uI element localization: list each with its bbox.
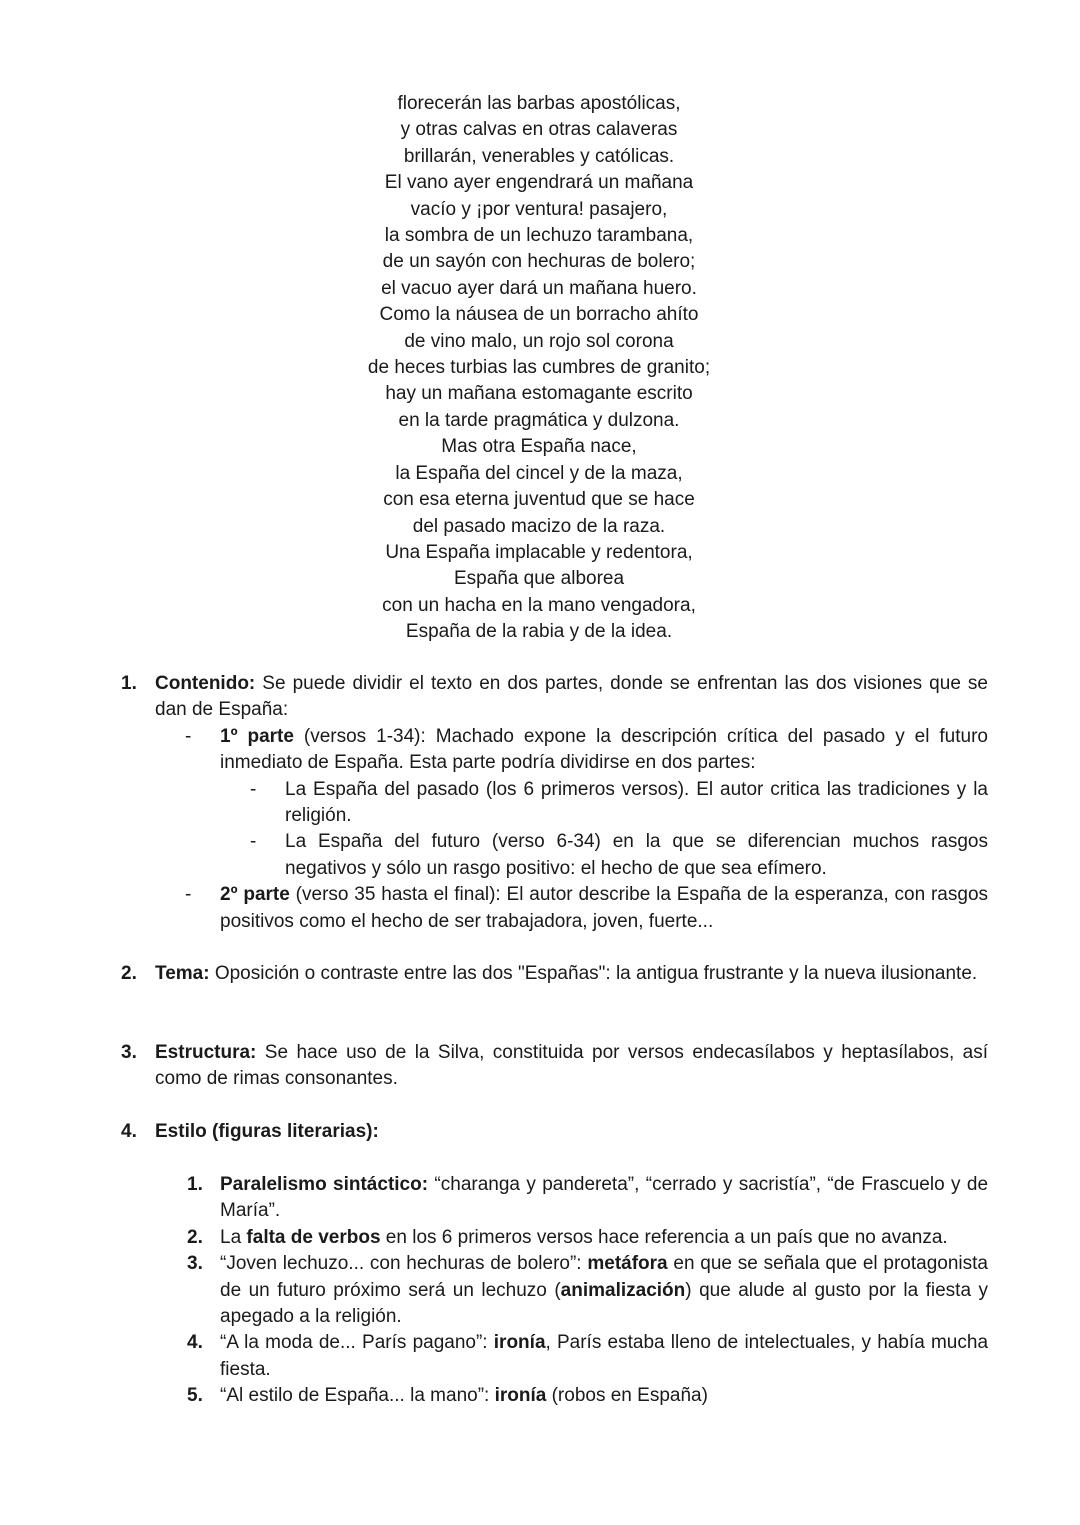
item-bold: falta de verbos bbox=[246, 1226, 381, 1248]
dash-bullet-icon: - bbox=[250, 831, 257, 853]
poem-line: Mas otra España nace, bbox=[441, 436, 637, 458]
section-text: Se puede dividir el texto en dos partes, donde se enfrentan las dos visiones que se dan de España: bbox=[155, 673, 988, 721]
poem-line: de un sayón con hechuras de bolero; bbox=[382, 251, 696, 273]
section-tema bbox=[121, 961, 988, 987]
poem-line: con un hacha en la mano vengadora, bbox=[382, 594, 696, 616]
list-item-part1 bbox=[121, 724, 988, 777]
list-item bbox=[121, 1383, 988, 1409]
section-intro bbox=[155, 671, 988, 724]
poem-line: de vino malo, un rojo sol corona bbox=[404, 330, 674, 352]
dash-bullet-icon: - bbox=[250, 778, 257, 800]
item-bold: animalización bbox=[560, 1279, 686, 1301]
item-text: en los 6 primeros versos hace referencia a un país que no avanza. bbox=[380, 1226, 948, 1248]
list-item bbox=[121, 1225, 988, 1251]
poem-line: Como la náusea de un borracho ahíto bbox=[379, 304, 699, 326]
list-subitem bbox=[121, 829, 988, 882]
poem-line: brillarán, venerables y católicas. bbox=[403, 145, 675, 167]
poem-line: del pasado macizo de la raza. bbox=[412, 515, 666, 537]
part2-text: (verso 35 hasta el final): El autor describe la España de la esperanza, con rasgos positivos como el hecho de ser trabajadora, joven, fuerte... bbox=[220, 884, 989, 932]
poem-line: de heces turbias las cumbres de granito; bbox=[367, 357, 711, 379]
item-bold: metáfora bbox=[587, 1253, 668, 1275]
list-item bbox=[121, 1251, 988, 1330]
item-bold: ironía bbox=[493, 1332, 546, 1354]
item-bold: Paralelismo sintáctico: bbox=[220, 1174, 429, 1195]
poem-line: hay un mañana estomagante escrito bbox=[385, 383, 693, 405]
poem-line: y otras calvas en otras calaveras bbox=[400, 119, 678, 141]
part1-label: 1º parte bbox=[220, 725, 294, 747]
section-label: Estilo (figuras literarias): bbox=[155, 1121, 379, 1142]
section-label: Contenido: bbox=[155, 673, 256, 694]
part1-text: (versos 1-34): Machado expone la descripción crítica del pasado y el futuro inmediato de España. Esta parte podría dividirse en dos partes: bbox=[220, 725, 988, 774]
section-number: 2. bbox=[121, 963, 137, 984]
poem-line: El vano ayer engendrará un mañana bbox=[384, 172, 694, 194]
estilo-list bbox=[121, 1172, 988, 1410]
item-number: 3. bbox=[187, 1253, 203, 1275]
item-bold: ironía bbox=[494, 1385, 547, 1407]
section-label: Estructura: bbox=[155, 1042, 257, 1063]
item-text: “charanga y pandereta”, “cerrado y sacristía”, “de Frascuelo y de María”. bbox=[220, 1174, 989, 1222]
item-text: “Joven lechuzo... con hechuras de bolero”: bbox=[220, 1253, 588, 1275]
dash-bullet-icon: - bbox=[185, 725, 192, 747]
section-number: 1. bbox=[121, 673, 137, 694]
poem-line: Una España implacable y redentora, bbox=[385, 541, 693, 563]
item-number: 4. bbox=[187, 1332, 203, 1354]
section-intro bbox=[155, 1040, 988, 1093]
item-text: “Al estilo de España... la mano”: bbox=[220, 1385, 495, 1407]
section-text: Oposición o contraste entre las dos "Españas": la antigua frustrante y la nueva ilusionante. bbox=[209, 963, 978, 984]
poem bbox=[330, 91, 748, 646]
item-text: “A la moda de... París pagano”: bbox=[220, 1332, 494, 1354]
item-text: , París estaba lleno de intelectuales, y había mucha fiesta. bbox=[220, 1332, 989, 1380]
section-number: 3. bbox=[121, 1042, 137, 1063]
section-estructura bbox=[121, 1040, 988, 1093]
poem-line: en la tarde pragmática y dulzona. bbox=[398, 409, 680, 431]
poem-line: con esa eterna juventud que se hace bbox=[383, 489, 695, 511]
section-contenido bbox=[121, 671, 988, 935]
poem-line: vacío y ¡por ventura! pasajero, bbox=[410, 198, 668, 220]
section-number: 4. bbox=[121, 1121, 137, 1142]
list-subitem bbox=[121, 777, 988, 830]
item-number: 5. bbox=[187, 1385, 203, 1407]
item-number: 1. bbox=[187, 1174, 203, 1195]
subitem-text: La España del pasado (los 6 primeros versos). El autor critica las tradiciones y la religión. bbox=[285, 778, 988, 827]
item-text: (robos en España) bbox=[546, 1385, 708, 1407]
poem-line: España de la rabia y de la idea. bbox=[405, 621, 673, 643]
poem-line: la España del cincel y de la maza, bbox=[395, 462, 683, 484]
poem-line: florecerán las barbas apostólicas, bbox=[397, 93, 681, 114]
list-item bbox=[121, 1172, 988, 1225]
section-text: Se hace uso de la Silva, constituida por versos endecasílabos y heptasílabos, así como de rimas consonantes. bbox=[155, 1042, 988, 1090]
section-intro bbox=[155, 961, 988, 987]
dash-bullet-icon: - bbox=[185, 884, 192, 906]
item-text: en que se señala que el protagonista de un futuro próximo será un lechuzo ( bbox=[220, 1253, 988, 1301]
item-text: ) que alude al gusto por la fiesta y apegado a la religión. bbox=[220, 1279, 988, 1328]
item-number: 2. bbox=[187, 1226, 203, 1248]
section-estilo bbox=[121, 1119, 988, 1145]
poem-line: España que alborea bbox=[453, 568, 625, 590]
item-text: La bbox=[220, 1226, 247, 1248]
subitem-text: La España del futuro (verso 6-34) en la que se diferencian muchos rasgos negativos y sólo un rasgo positivo: el hecho de que sea efímero. bbox=[285, 831, 988, 879]
section-intro bbox=[155, 1119, 988, 1145]
poem-line: el vacuo ayer dará un mañana huero. bbox=[381, 277, 697, 299]
list-item bbox=[121, 1330, 988, 1383]
section-label: Tema: bbox=[155, 963, 210, 984]
part2-label: 2º parte bbox=[220, 884, 290, 906]
poem-line: la sombra de un lechuzo tarambana, bbox=[384, 225, 694, 247]
list-item-part2 bbox=[121, 882, 988, 935]
